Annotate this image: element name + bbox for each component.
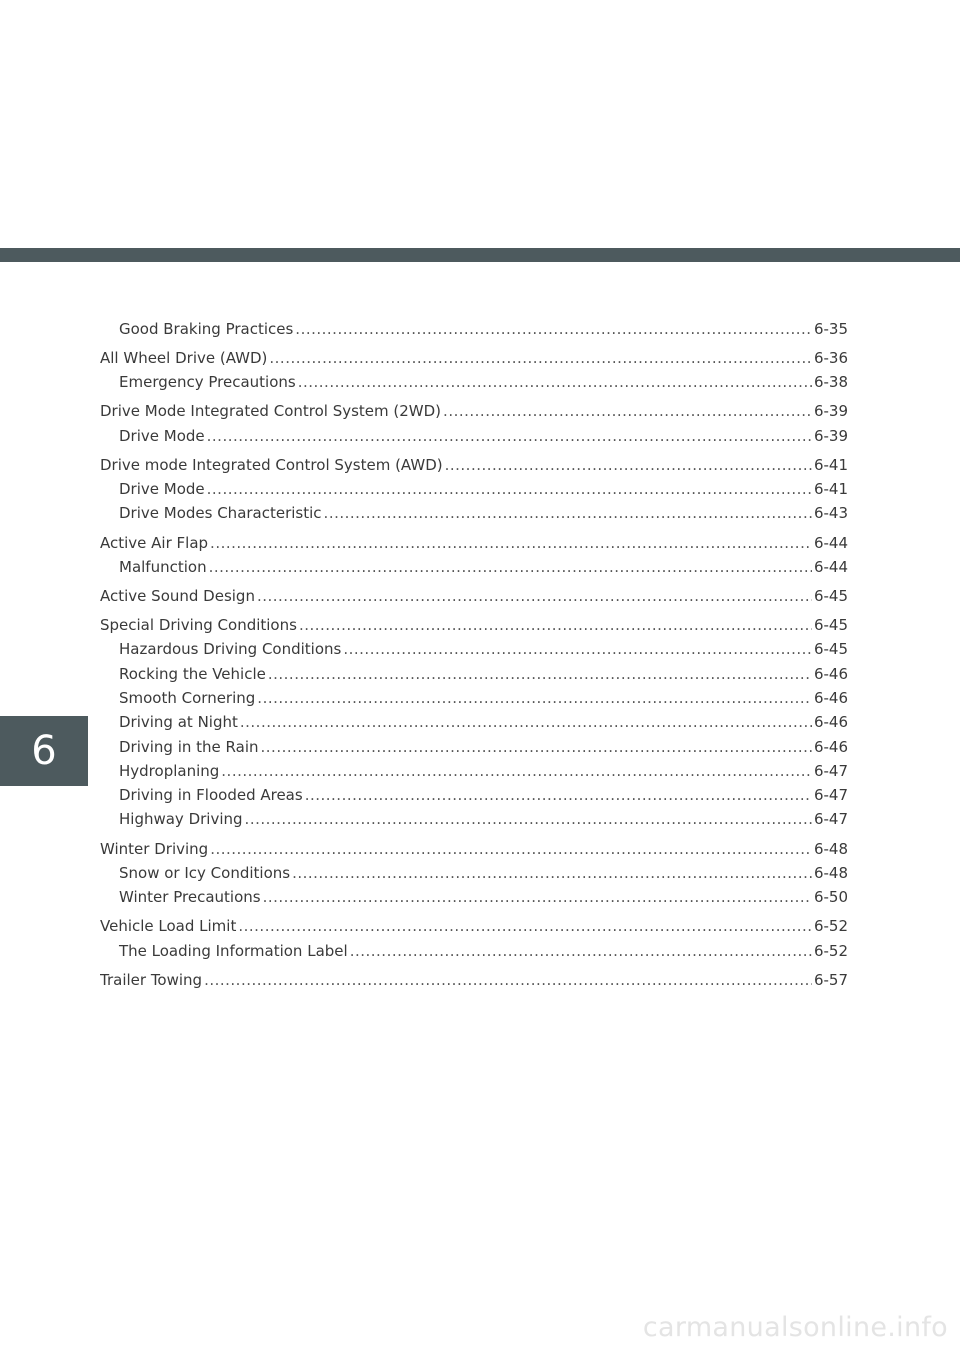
- toc-entry-page: 6-39: [813, 402, 848, 421]
- toc-entry[interactable]: [100, 534, 848, 558]
- toc-entry-label: Special Driving Conditions: [100, 616, 297, 635]
- toc-dot-leader: [210, 534, 812, 552]
- toc-entry[interactable]: [100, 480, 848, 504]
- toc-entry-page: 6-41: [813, 480, 848, 499]
- toc-entry-label: Winter Driving: [100, 839, 209, 858]
- toc-entry-page: 6-52: [813, 941, 848, 960]
- toc-dot-leader: [445, 456, 812, 474]
- toc-entry-label: Emergency Precautions: [119, 373, 296, 392]
- toc-dot-leader: [238, 917, 812, 935]
- toc-entry-page: 6-43: [813, 504, 848, 523]
- toc-dot-leader: [210, 840, 812, 858]
- toc-entry-page: 6-50: [813, 888, 848, 907]
- toc-entry[interactable]: [100, 810, 848, 834]
- toc-entry-page: 6-36: [813, 349, 848, 368]
- toc-entry-label: Vehicle Load Limit: [100, 917, 237, 936]
- toc-entry[interactable]: [100, 320, 848, 344]
- toc-dot-leader: [257, 587, 812, 605]
- toc-entry-page: 6-48: [813, 863, 848, 882]
- toc-entry[interactable]: [100, 427, 848, 451]
- toc-entry-label: Good Braking Practices: [119, 320, 294, 338]
- toc-entry-label: Hazardous Driving Conditions: [119, 640, 342, 659]
- toc-entry[interactable]: [100, 456, 848, 480]
- toc-entry-page: 6-45: [813, 586, 848, 605]
- toc-entry-label: Driving in Flooded Areas: [119, 786, 303, 805]
- toc-dot-leader: [443, 402, 812, 420]
- toc-entry[interactable]: [100, 558, 848, 582]
- toc-entry[interactable]: [100, 640, 848, 664]
- toc-entry-label: Driving in the Rain: [119, 737, 259, 756]
- toc-dot-leader: [292, 864, 812, 882]
- toc-dot-leader: [257, 689, 812, 707]
- chapter-header-bar: [0, 248, 960, 262]
- toc-entry[interactable]: [100, 689, 848, 713]
- toc-entry[interactable]: [100, 738, 848, 762]
- table-of-contents: [100, 320, 848, 995]
- toc-entry[interactable]: [100, 402, 848, 426]
- toc-entry-label: Driving at Night: [119, 713, 238, 732]
- toc-entry[interactable]: [100, 786, 848, 810]
- toc-entry-page: 6-47: [813, 810, 848, 829]
- toc-dot-leader: [298, 373, 812, 391]
- toc-dot-leader: [207, 427, 812, 445]
- toc-entry-page: 6-57: [813, 970, 848, 989]
- toc-dot-leader: [299, 616, 812, 634]
- toc-entry[interactable]: [100, 864, 848, 888]
- toc-entry-label: Rocking the Vehicle: [119, 664, 266, 683]
- toc-entry[interactable]: [100, 504, 848, 528]
- toc-entry-page: 6-39: [813, 426, 848, 445]
- toc-dot-leader: [305, 786, 812, 804]
- toc-entry-label: Drive mode Integrated Control System (AWD): [100, 455, 443, 474]
- toc-dot-leader: [350, 942, 812, 960]
- toc-entry-label: Winter Precautions: [119, 888, 261, 907]
- toc-entry-label: Snow or Icy Conditions: [119, 863, 291, 882]
- toc-entry-label: Drive Mode: [119, 480, 205, 499]
- toc-dot-leader: [324, 504, 812, 522]
- toc-entry-page: 6-47: [813, 761, 848, 780]
- toc-dot-leader: [240, 713, 812, 731]
- toc-dot-leader: [263, 888, 812, 906]
- toc-entry-page: 6-41: [813, 455, 848, 474]
- toc-entry-page: 6-38: [813, 373, 848, 392]
- toc-dot-leader: [207, 480, 812, 498]
- toc-dot-leader: [209, 558, 812, 576]
- toc-entry-page: 6-52: [813, 917, 848, 936]
- toc-dot-leader: [295, 320, 812, 338]
- toc-entry-page: 6-46: [813, 688, 848, 707]
- toc-entry[interactable]: [100, 888, 848, 912]
- toc-entry-page: 6-47: [813, 786, 848, 805]
- toc-entry-page: 6-46: [813, 737, 848, 756]
- toc-entry[interactable]: [100, 713, 848, 737]
- toc-entry-label: Hydroplaning: [119, 761, 220, 780]
- toc-entry-page: 6-35: [813, 320, 848, 338]
- toc-entry-label: Drive Mode: [119, 426, 205, 445]
- toc-dot-leader: [221, 762, 812, 780]
- toc-entry[interactable]: [100, 917, 848, 941]
- toc-dot-leader: [269, 349, 812, 367]
- toc-entry-label: Highway Driving: [119, 810, 243, 829]
- toc-entry[interactable]: [100, 665, 848, 689]
- toc-entry-page: 6-46: [813, 713, 848, 732]
- toc-entry[interactable]: [100, 587, 848, 611]
- toc-entry-page: 6-48: [813, 839, 848, 858]
- toc-entry-label: Drive Mode Integrated Control System (2WD): [100, 402, 442, 421]
- toc-entry-label: The Loading Information Label: [119, 941, 348, 960]
- toc-dot-leader: [245, 810, 812, 828]
- toc-entry-page: 6-46: [813, 664, 848, 683]
- toc-entry-label: All Wheel Drive (AWD): [100, 349, 268, 368]
- toc-entry[interactable]: [100, 373, 848, 397]
- toc-entry[interactable]: [100, 971, 848, 995]
- chapter-number: 6: [31, 728, 57, 774]
- toc-entry[interactable]: [100, 942, 848, 966]
- toc-dot-leader: [343, 640, 812, 658]
- toc-entry[interactable]: [100, 349, 848, 373]
- toc-entry-page: 6-44: [813, 533, 848, 552]
- toc-entry-label: Trailer Towing: [100, 970, 203, 989]
- toc-entry-label: Malfunction: [119, 557, 207, 576]
- toc-entry-label: Active Sound Design: [100, 586, 255, 605]
- toc-entry[interactable]: [100, 616, 848, 640]
- toc-dot-leader: [261, 738, 812, 756]
- toc-dot-leader: [204, 971, 812, 989]
- toc-entry[interactable]: [100, 840, 848, 864]
- toc-entry-page: 6-45: [813, 640, 848, 659]
- watermark: carmanualsonline.info: [642, 1312, 948, 1343]
- toc-entry-page: 6-45: [813, 616, 848, 635]
- toc-entry[interactable]: [100, 762, 848, 786]
- toc-entry-label: Active Air Flap: [100, 533, 209, 552]
- chapter-tab: [0, 716, 88, 786]
- toc-entry-label: Drive Modes Characteristic: [119, 504, 322, 523]
- toc-entry-page: 6-44: [813, 557, 848, 576]
- toc-entry-label: Smooth Cornering: [119, 688, 256, 707]
- toc-dot-leader: [268, 665, 812, 683]
